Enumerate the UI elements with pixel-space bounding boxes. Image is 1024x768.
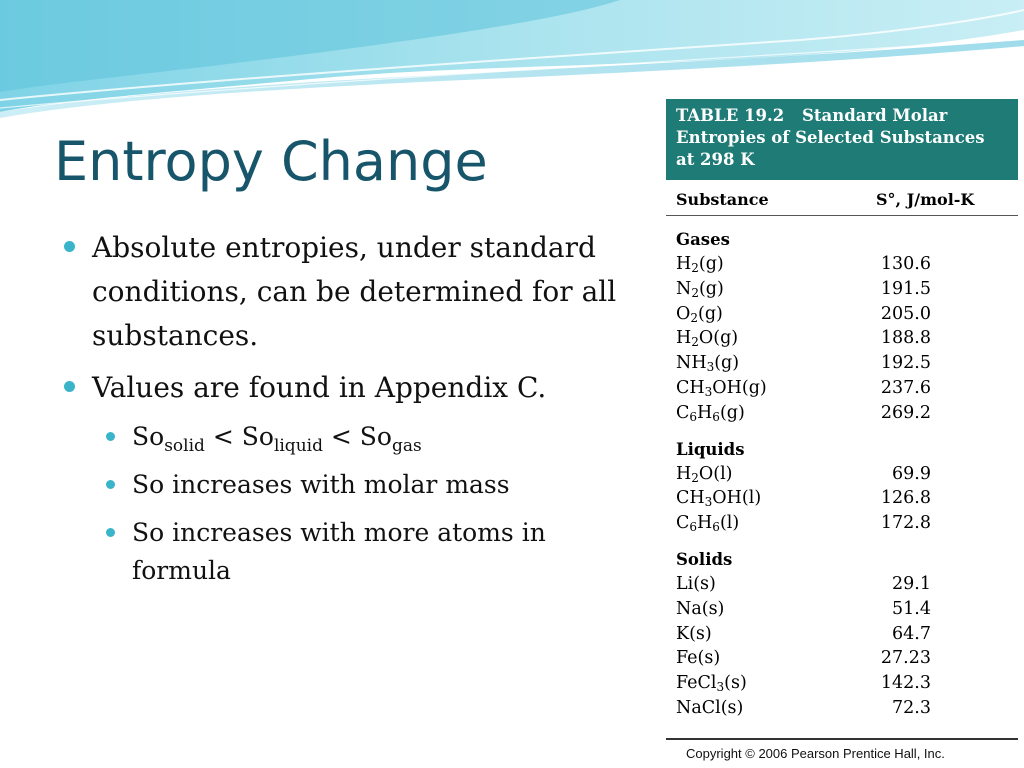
entropy-value: 69.9 xyxy=(892,463,931,484)
formula-subscript: 3 xyxy=(716,680,725,695)
formula-text: O xyxy=(676,303,691,324)
table-row xyxy=(676,376,1008,401)
entropy-value: 269.2 xyxy=(880,402,931,423)
formula-text: Fe(s) xyxy=(676,648,721,669)
formula-text: FeCl xyxy=(676,673,717,694)
sub-bullet-item: So increases with molar mass xyxy=(106,466,634,504)
slide-title: Entropy Change xyxy=(54,130,488,193)
substance-formula xyxy=(676,671,876,696)
copyright-notice: Copyright © 2006 Pearson Prentice Hall, Inc. xyxy=(686,746,945,761)
entropy-value: 142.3 xyxy=(880,673,931,694)
formula-subscript: 2 xyxy=(691,261,699,275)
table-caption: Standard Molar Entropies of Selected Substances at 298 K xyxy=(676,106,985,169)
substance-formula xyxy=(676,252,876,277)
substance-formula xyxy=(676,646,876,671)
substance-formula xyxy=(676,486,876,511)
table-column-headers xyxy=(666,180,1018,216)
substance-formula xyxy=(676,462,876,487)
formula-subscript: 2 xyxy=(691,470,699,485)
formula-text: C xyxy=(676,402,690,423)
formula-subscript: 6 xyxy=(689,520,698,535)
entropy-value: 51.4 xyxy=(892,598,931,619)
table-section-heading: Solids xyxy=(676,549,733,569)
table-row xyxy=(676,646,1008,671)
formula-text: OH(l) xyxy=(712,488,762,509)
substance-formula xyxy=(676,401,876,426)
substance-formula xyxy=(676,597,876,622)
formula-text: (g) xyxy=(698,254,724,274)
subscript: solid xyxy=(164,436,205,456)
table-row xyxy=(676,511,1008,536)
table-row xyxy=(676,351,1008,376)
bullet-list xyxy=(64,226,634,600)
substance-formula xyxy=(676,302,876,327)
formula-text: H xyxy=(676,328,692,349)
entropy-value: 237.6 xyxy=(880,377,931,398)
table-row xyxy=(676,277,1008,302)
formula-text: (g) xyxy=(714,353,740,374)
table-row xyxy=(676,622,1008,647)
formula-text: O(g) xyxy=(698,328,739,349)
table-row xyxy=(676,696,1008,721)
sub-bullet-text: < So xyxy=(322,422,392,451)
formula-text: NH xyxy=(676,353,707,374)
table-row xyxy=(676,326,1008,351)
entropy-value: 64.7 xyxy=(892,623,931,644)
table-section-heading: Liquids xyxy=(676,439,745,459)
formula-subscript: 3 xyxy=(706,360,715,375)
sub-bullet-text: < So xyxy=(204,422,274,451)
entropy-value: 191.5 xyxy=(880,278,931,299)
formula-text: H xyxy=(697,513,713,534)
table-row xyxy=(676,486,1008,511)
formula-subscript: 6 xyxy=(712,409,720,424)
table-header xyxy=(666,99,1018,180)
substance-formula xyxy=(676,277,876,302)
formula-subscript: 3 xyxy=(704,384,713,399)
entropy-value: 72.3 xyxy=(892,697,931,718)
entropy-value: 27.23 xyxy=(880,648,931,669)
formula-text: H xyxy=(676,463,692,484)
formula-text: O(l) xyxy=(698,463,733,484)
table-row xyxy=(676,401,1008,426)
entropy-value: 126.8 xyxy=(880,488,931,509)
bullet-item: Values are found in Appendix C. xyxy=(64,366,634,410)
substance-formula xyxy=(676,511,876,536)
formula-subscript: 6 xyxy=(712,520,720,535)
formula-text: (g) xyxy=(698,278,724,299)
table-body xyxy=(666,228,1018,721)
formula-text: H xyxy=(676,254,692,274)
formula-subscript: 6 xyxy=(689,409,698,424)
table-row xyxy=(676,572,1008,597)
formula-text: OH(g) xyxy=(712,377,767,398)
sub-bullet-item: So increases with more atoms in formula xyxy=(106,514,634,590)
entropy-table xyxy=(666,99,1018,721)
table-row xyxy=(676,462,1008,487)
formula-text: N xyxy=(676,278,692,299)
table-bottom-rule xyxy=(666,738,1018,740)
formula-subscript: 2 xyxy=(691,285,699,300)
subscript: liquid xyxy=(273,436,323,456)
table-row xyxy=(676,597,1008,622)
formula-text: (g) xyxy=(719,402,745,423)
table-number: TABLE 19.2 xyxy=(676,106,785,125)
column-header-value: S°, J/mol-K xyxy=(876,190,975,209)
sub-bullet-item xyxy=(106,418,634,456)
entropy-value: 188.8 xyxy=(880,328,931,349)
entropy-value: 130.6 xyxy=(880,254,931,274)
formula-text: CH xyxy=(676,377,705,398)
formula-text: CH xyxy=(676,488,705,509)
table-row xyxy=(676,302,1008,327)
substance-formula xyxy=(676,376,876,401)
substance-formula xyxy=(676,326,876,351)
formula-text: NaCl(s) xyxy=(676,697,744,718)
substance-formula xyxy=(676,622,876,647)
formula-text: K(s) xyxy=(676,623,712,644)
subscript: gas xyxy=(392,436,422,456)
formula-text: Na(s) xyxy=(676,598,725,619)
formula-text: C xyxy=(676,513,690,534)
substance-formula xyxy=(676,572,876,597)
table-row xyxy=(676,671,1008,696)
formula-text: H xyxy=(697,402,713,423)
table-row xyxy=(676,252,1008,277)
formula-text: Li(s) xyxy=(676,573,716,594)
formula-subscript: 2 xyxy=(691,335,699,350)
bullet-item: Absolute entropies, under standard conditions, can be determined for all substances. xyxy=(64,226,634,358)
formula-text: (l) xyxy=(719,513,740,534)
entropy-value: 172.8 xyxy=(880,513,931,534)
formula-text: (g) xyxy=(698,303,723,324)
formula-text: (s) xyxy=(724,673,747,694)
entropy-value: 192.5 xyxy=(880,353,931,374)
substance-formula xyxy=(676,696,876,721)
formula-subscript: 2 xyxy=(690,310,698,325)
table-section-heading: Gases xyxy=(676,230,730,249)
entropy-value: 29.1 xyxy=(892,573,931,594)
column-header-substance: Substance xyxy=(676,190,769,209)
formula-subscript: 3 xyxy=(704,495,713,510)
sub-bullet-text: So xyxy=(132,422,165,451)
entropy-value: 205.0 xyxy=(880,303,931,324)
substance-formula xyxy=(676,351,876,376)
